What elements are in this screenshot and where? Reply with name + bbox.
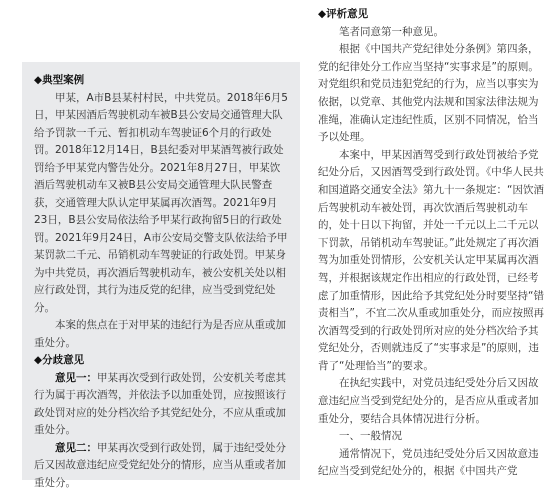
opinion-1-text: 甲某再次受到行政处罚，公安机关考虑其行为属于再次酒驾，并依法予以加重处罚，应按照该行政处罚对应的处分档次给予其党纪处分，不应从重或加重处分。: [34, 372, 286, 437]
case-text: 甲某，A市B县某村村民，中共党员。2018年6月5日，甲某因酒后驾驶机动车被B县公安局交通管理大队给予罚款一千元、暂扣机动车驾驶证6个月的行政处罚。2018年12月14日，B县纪委对甲某酒驾被行政处罚给予甲某党内警告处分。2021年8月27日，甲某饮酒后驾驶机动车又被B县公安局交通管理大队民警查获，交通管理大队认定甲某属再次酒驾。2021年9月23日，B县公安局依法给予甲某行政拘留5日的行政处罚。2021年9月24日，A市公安局交警支队依法给予甲某罚款二千元、吊销机动车驾驶证的行政处罚。甲某身为中共党员，再次酒后驾驶机动车，被公安机关处以相应行政处罚，其行为违反党的纪律，应当受到党纪处分。: [34, 90, 290, 318]
case-title: 典型案例: [42, 74, 84, 86]
analysis-p3: 本案中，甲某因酒驾受到行政处罚被给予党纪处分后，又因酒驾受到行政处罚。《中华人民共和国道路交通安全法》第九十一条规定：“因饮酒后驾驶机动车被处罚，再次饮酒后驾驶机动车的，处十日以下拘留，并处一千元以上二千元以下罚款，吊销机动车驾驶证。”此处规定了再次酒驾为加重处罚情形，公安机关认定甲某属再次酒驾，并根据该规定作出相应的行政处罚，已经考虑了加重情形，因此给予其党纪处分时要坚持“错责相当”，不宜二次从重或加重处分，而应按照再次酒驾受到的行政处罚所对应的处分档次给予其党纪处分，否则就违反了“实事求是”的原则，违背了“处理恰当”的要求。: [318, 147, 548, 376]
case-panel: [22, 62, 300, 480]
dispute-title: 分歧意见: [42, 354, 84, 366]
analysis-column: [318, 6, 548, 481]
case-title-heading: ◆典型案例: [34, 72, 290, 90]
comment-title: 评析意见: [326, 8, 368, 20]
analysis-p2: 根据《中国共产党纪律处分条例》第四条，党的纪律处分工作应当坚持“实事求是”的原则。对党组织和党员违犯党纪的行为，应当以事实为依据，以党章、其他党内法规和国家法律法规为准绳，准确认定违纪性质，区别不同情况，恰当予以处理。: [318, 41, 548, 147]
opinion-2: [34, 440, 290, 492]
analysis-p5: 一、一般情况: [318, 428, 548, 446]
analysis-p4: 在执纪实践中，对党员违纪受处分后又因故意违纪应当受到党纪处分的，是否应从重或者加重处分，要结合具体情况进行分析。: [318, 375, 548, 428]
dispute-title-heading: ◆分歧意见: [34, 352, 290, 370]
opinion-2-label: 意见二：: [55, 442, 97, 454]
case-focus: 本案的焦点在于对甲某的违纪行为是否应从重或加重处分。: [34, 317, 290, 352]
opinion-1: [34, 370, 290, 440]
opinion-2-text: 甲某再次受到行政处罚，属于违纪受处分后又因故意违纪应受党纪处分的情形，应当从重或者加重处分。: [34, 442, 286, 489]
analysis-p6: 通常情况下，党员违纪受处分后又因故意违纪应当受到党纪处分的，根据《中国共产党: [318, 446, 548, 481]
analysis-p1: 笔者同意第一种意见。: [318, 24, 548, 42]
opinion-1-label: 意见一：: [55, 372, 97, 384]
comment-title-heading: ◆评析意见: [318, 6, 548, 24]
